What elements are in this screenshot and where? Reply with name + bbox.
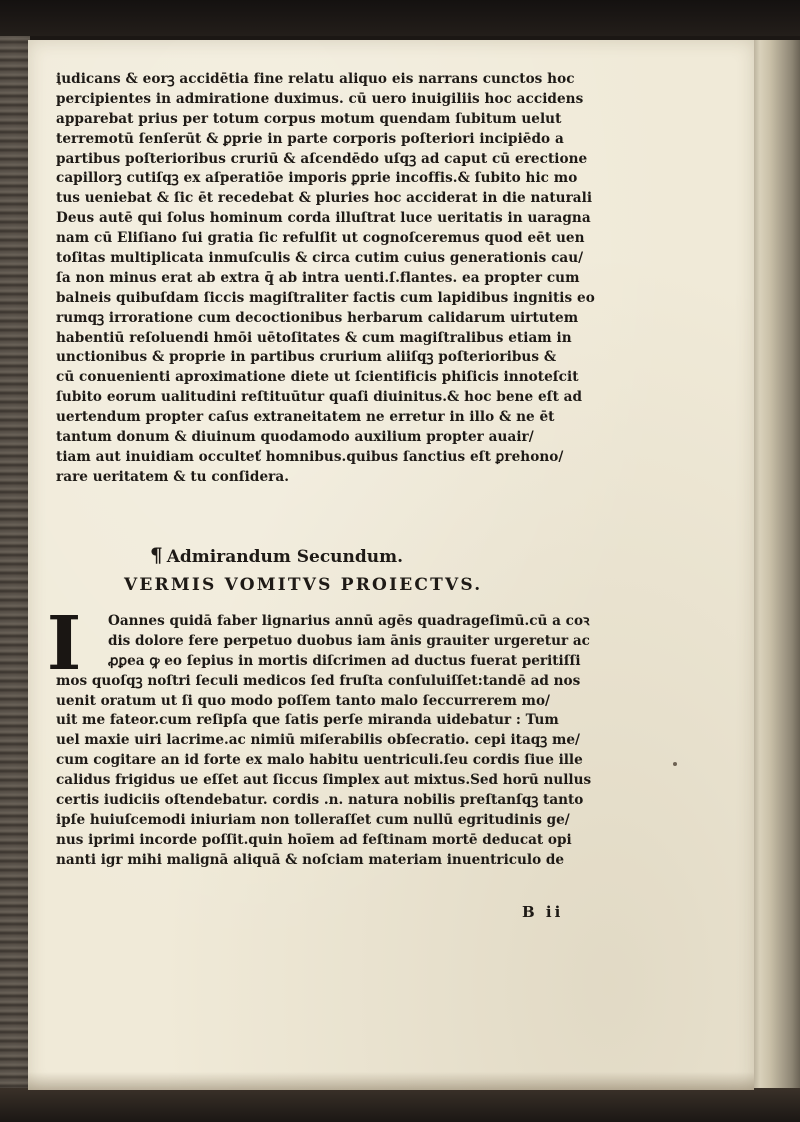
- text-line: nam cū Eliſiano ſui gratia ſic refulſit ut cognoſceremus quod eēt uen: [56, 230, 585, 247]
- text-line: toſitas multiplicata inmuſculis & circa cutim cuius generationis cau/: [56, 250, 584, 267]
- chapter-text: [56, 612, 656, 871]
- chapter-title: VERMIS VOMITVS PROIECTVS.: [124, 575, 483, 595]
- section-heading: [150, 543, 570, 567]
- text-line: dis dolore fere perpetuo duobus iam ānis grauiter urgeretur ac: [108, 632, 590, 649]
- scan-top-border: [0, 0, 800, 36]
- text-line: iudicans & eorꝫ accidētia fine relatu aliquo eis narrans cunctos hoc: [56, 71, 575, 87]
- pilcrow-icon: ¶: [150, 543, 163, 567]
- text-line: Deus autē qui ſolus hominum corda illuſtrat luce ueritatis in uaragna: [56, 210, 591, 227]
- text-line: partibus poſterioribus cruriū & aſcendēdo uſqꝫ ad caput cū erectione: [56, 150, 588, 167]
- text-line: percipientes in admiratione duximus. cū uero inuigiliis hoc accidens: [56, 90, 584, 107]
- text-line: calidus frigidus ue eſſet aut ſiccus ſimplex aut mixtus.Sed horū nullus: [56, 772, 592, 789]
- scan-bottom-border: [0, 1088, 800, 1122]
- text-line: uel maxie uiri lacrime.ac nimiū miſerabilis obſecratio. cepi itaqꝫ me/: [56, 732, 580, 749]
- book-left-edge: [0, 36, 30, 1122]
- text-line: mos quoſqꝫ noſtri ſeculi medicos ſed fruſta conſuluiſſet:tandē ad nos: [56, 672, 581, 689]
- text-line: apparebat prius per totum corpus motum quendam ſubitum uelut: [56, 110, 562, 127]
- text-line: rare ueritatem & tu conſiderа.: [56, 468, 289, 485]
- text-line: certis iudiciis oſtendebatur. cordis .n. natura nobilis preſtanſqꝫ tanto: [56, 792, 584, 809]
- text-line: tiam aut inuidiam occulteť homnibus.quibus ſanctius eſt ꝑrehono/: [56, 448, 564, 465]
- text-line: cum cogitare an id forte ex malo habitu uentriculi.ſeu cordis ſiue ille: [56, 752, 583, 769]
- text-line: ſa non minus erat ab extra q̄ ab intra uenti.ſ.flantes. ea propter cum: [56, 269, 580, 286]
- text-line: ꝓꝑea ꝙ eo ſepius in mortis diſcrimen ad ductus fuerat peritiſſi: [108, 652, 581, 669]
- text-line: balneis quibuſdam ſiccis magiſtraliter factis cum lapidibus ingnitis eo: [56, 289, 595, 306]
- text-line: Oannes quidā faber lignarius annū agēs quadrageſimū.cū a coꝛ: [108, 613, 590, 629]
- text-line: uit me fateor.cum reſipſa que ſatis perſe miranda uidebatur : Tum: [56, 712, 559, 729]
- text-line: uenit oratum ut ſi quo modo poſſem tanto malo ſeccurrerem mo/: [56, 692, 550, 709]
- text-line: cū conuenienti aproximatione diete ut ſcientificis phiſicis innoteſcit: [56, 369, 579, 386]
- text-line: rumqꝫ irroratione cum decoctionibus herbarum calidarum uirtutem: [56, 309, 579, 326]
- text-line: capillorꝫ cutiſqꝫ ex aſperatiōe imporis ꝑprie incoffis.& ſubito hic mo: [56, 170, 578, 187]
- text-line: terremotū ſenſerūt & ꝑprie in parte corporis poſteriori incipiēdo a: [56, 130, 564, 147]
- book-page-stack-edge: [752, 40, 800, 1122]
- text-line: ſubito eorum ualitudini reſtituūtur quaſi diuinitus.& hoc bene eſt ad: [56, 389, 583, 406]
- text-line: tantum donum & diuinum quodamodo auxilium propter auair/: [56, 429, 534, 446]
- signature-mark: B ii: [522, 903, 564, 921]
- text-line: ipſe huiuſcemodi iniuriam non tolleraſſet cum nullū egritudinis ge/: [56, 811, 570, 828]
- text-line: tus ueniebat & ſic ēt recedebat & pluries hoc acciderat in die naturali: [56, 190, 593, 207]
- text-line: unctionibus & proprie in partibus crurium aliiſqꝫ poſterioribus &: [56, 349, 557, 366]
- paper-spot: [673, 762, 677, 766]
- text-line: nus iprimi incorde poſſit.quin hoīem ad feſtinam mortē deducat opi: [56, 831, 572, 848]
- body-text: [56, 70, 656, 488]
- text-line: habentiū reſoluendi hmōi uētoſitates & cum magiſtralibus etiam in: [56, 329, 572, 346]
- drop-cap: I: [46, 601, 82, 687]
- text-line: nanti igr mihi malignā aliquā & noſciam materiam inuentriculo de: [56, 851, 565, 868]
- text-line: uertendum propter caſus extraneitatem ne erretur in illo & ne ēt: [56, 409, 555, 426]
- section-heading-text: Admirandum Secundum.: [166, 547, 404, 567]
